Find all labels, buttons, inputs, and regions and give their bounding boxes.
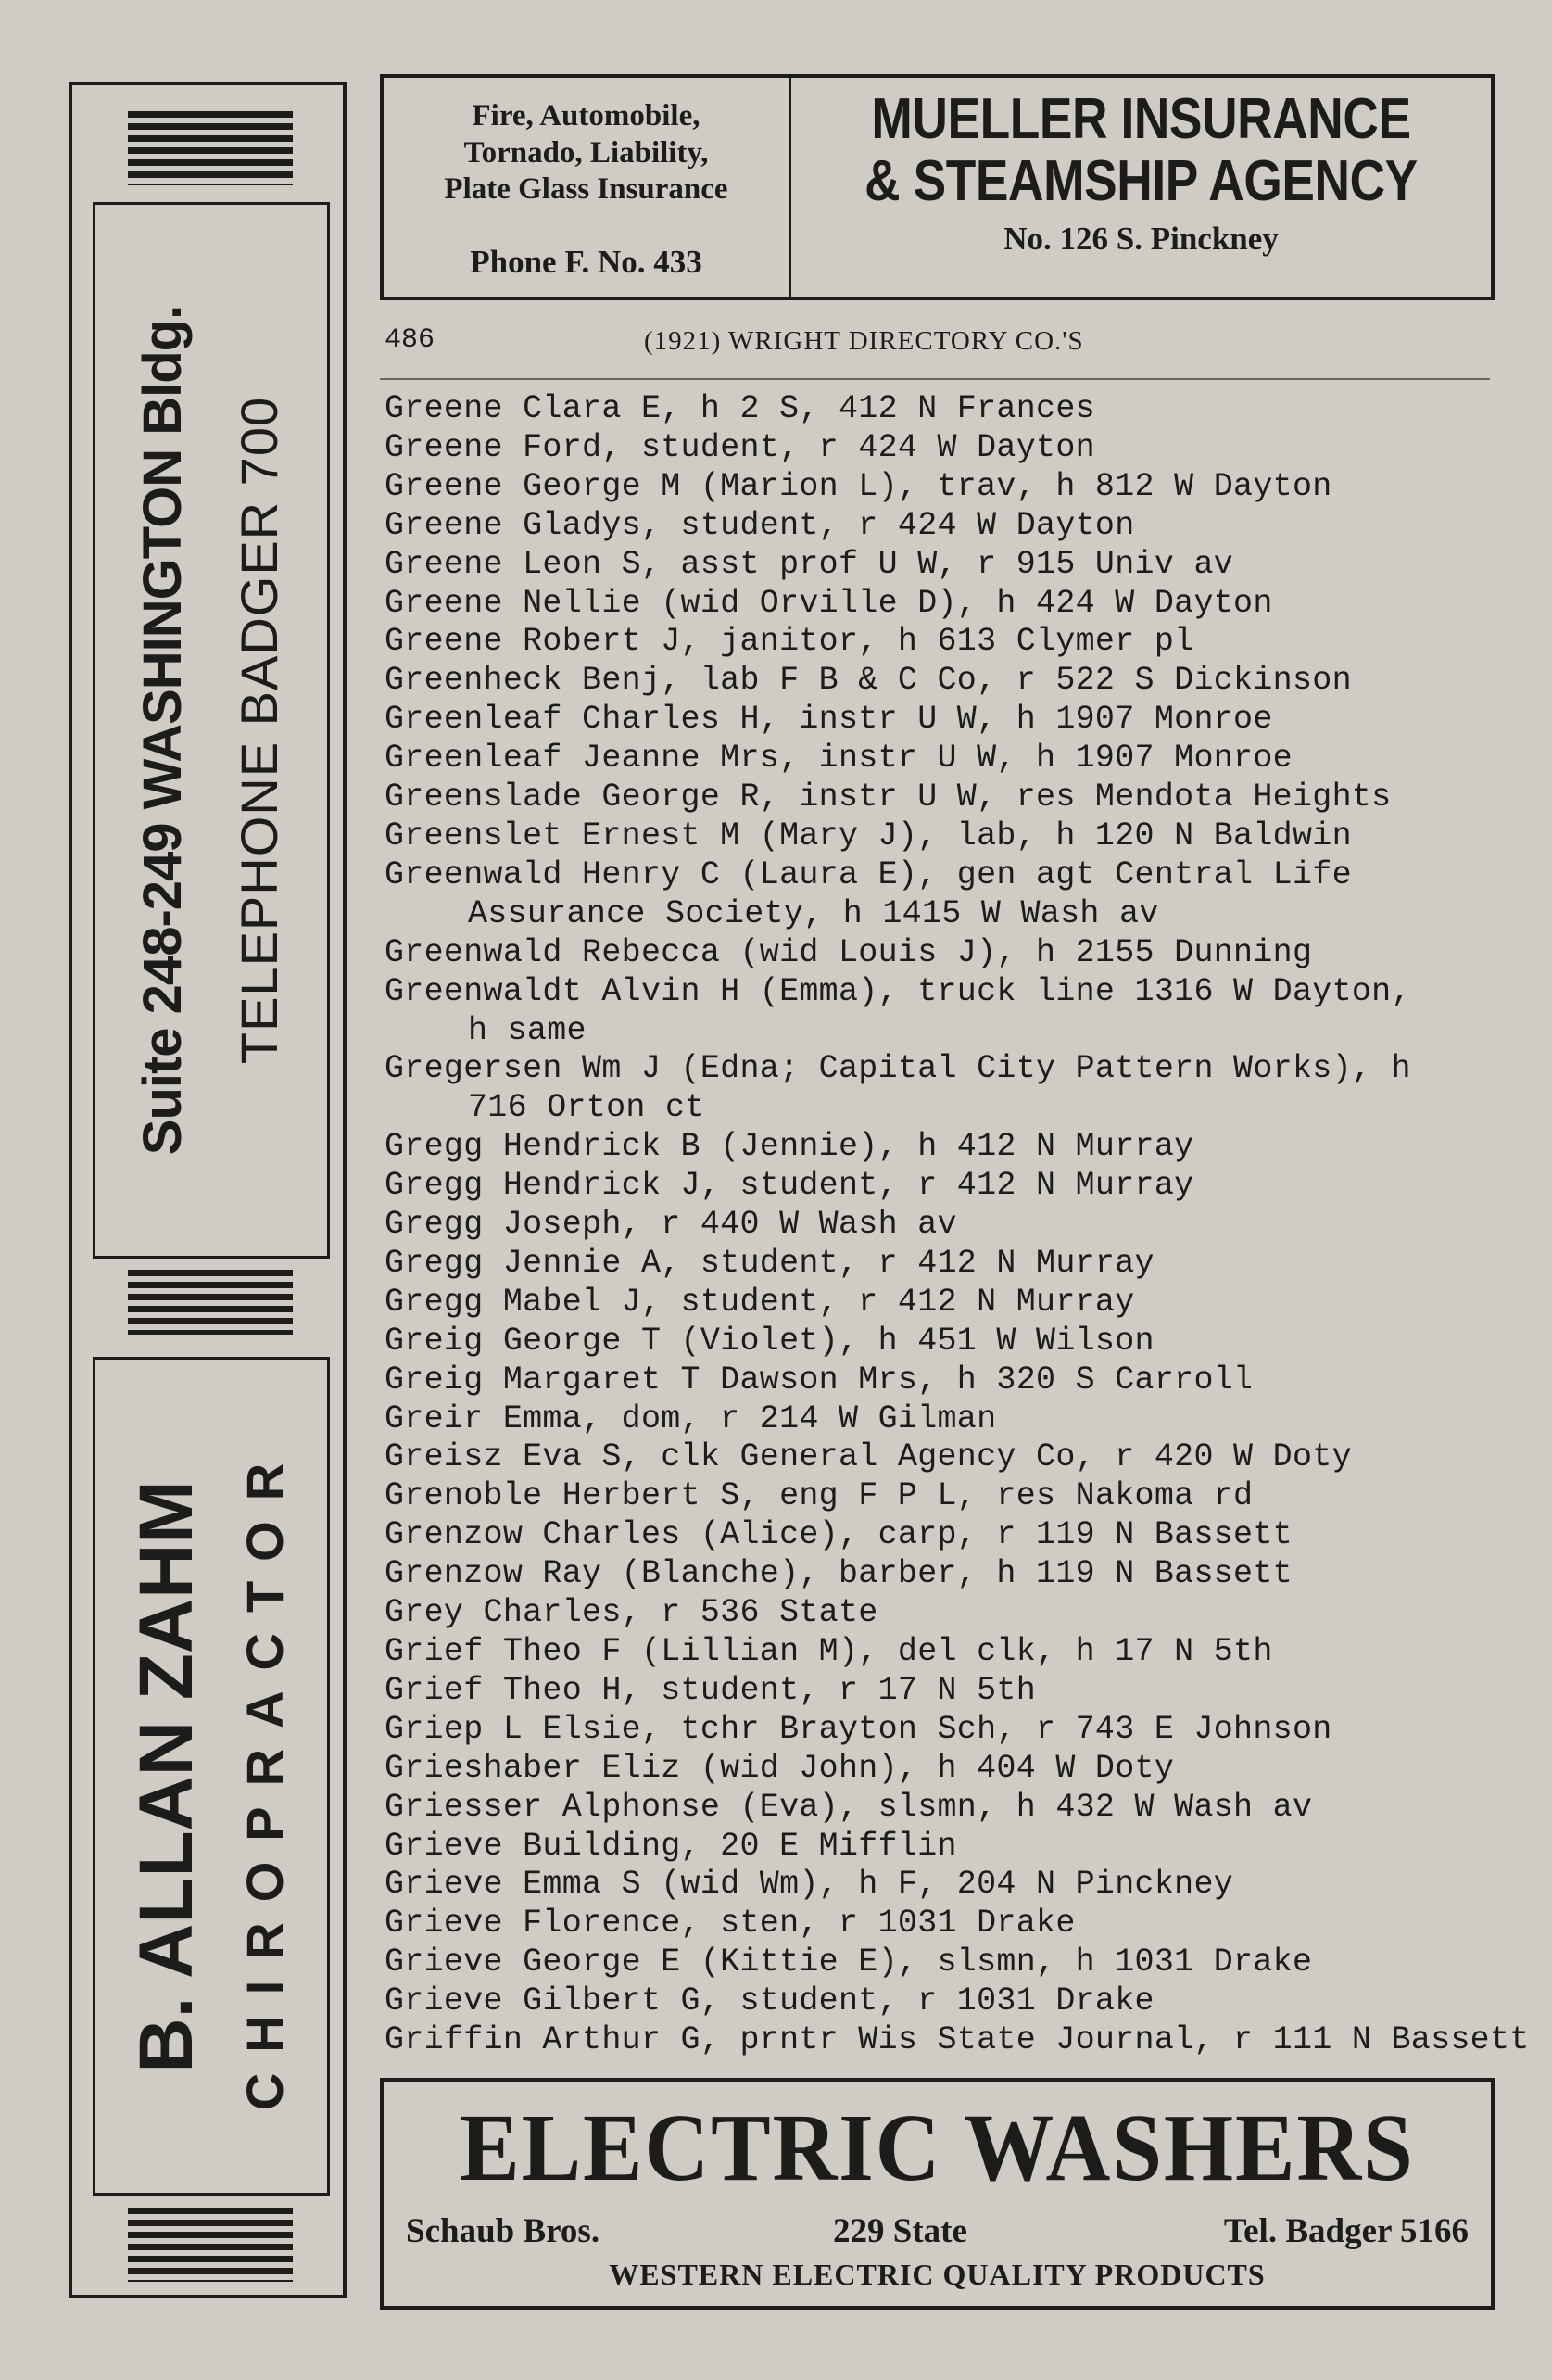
insurance-line-3: Plate Glass Insurance <box>444 172 728 207</box>
chiropractor-title: CHIROPRACTOR <box>235 1442 294 2110</box>
directory-entry: Grieshaber Eliz (wid John), h 404 W Doty <box>385 1749 1175 1787</box>
insurance-phone: Phone F. No. 433 <box>470 244 702 280</box>
directory-entry: Greir Emma, dom, r 214 W Gilman <box>385 1399 997 1437</box>
washers-address: 229 State <box>833 2212 967 2250</box>
directory-entry: Grieve Florence, sten, r 1031 Drake <box>385 1905 1076 1943</box>
directory-entry-continuation: h same <box>468 1011 587 1049</box>
directory-entry: Greene Robert J, janitor, h 613 Clymer pl <box>385 623 1194 661</box>
directory-entry: Grieve Building, 20 E Mifflin <box>385 1827 957 1865</box>
chiropractor-name: B. ALLAN ZAHM <box>124 1479 208 2073</box>
directory-entry: Gregg Mabel J, student, r 412 N Murray <box>385 1283 1135 1321</box>
directory-entry: Grenoble Herbert S, eng F P L, res Nakoma rd <box>385 1477 1254 1515</box>
directory-entry: Greenwaldt Alvin H (Emma), truck line 1316 W Dayton, <box>385 972 1411 1010</box>
directory-entry: Gregg Jennie A, student, r 412 N Murray <box>385 1244 1155 1282</box>
directory-entry: Greenslade George R, instr U W, res Mendota Heights <box>385 779 1392 817</box>
insurance-line-2: Tornado, Liability, <box>463 135 709 170</box>
agency-title-line-2: & STEAMSHIP AGENCY <box>864 148 1418 213</box>
directory-entry: Greene Nellie (wid Orville D), h 424 W Dayton <box>385 584 1273 622</box>
directory-entry: Grenzow Ray (Blanche), barber, h 119 N Bassett <box>385 1555 1293 1593</box>
directory-entry: Greene Gladys, student, r 424 W Dayton <box>385 506 1135 544</box>
suite-address-text: Suite 248-249 WASHINGTON Bldg. <box>132 305 193 1156</box>
directory-entry: Greig Margaret T Dawson Mrs, h 320 S Carroll <box>385 1361 1254 1399</box>
directory-entry: Greenleaf Charles H, instr U W, h 1907 Monroe <box>385 701 1273 739</box>
directory-entry: Grenzow Charles (Alice), carp, r 119 N Bassett <box>385 1516 1293 1554</box>
directory-entry: Gregg Hendrick B (Jennie), h 412 N Murray <box>385 1128 1194 1166</box>
decorative-stripes-middle <box>128 1270 293 1335</box>
directory-entry: Greene Clara E, h 2 S, 412 N Frances <box>385 390 1095 427</box>
directory-entry: Greig George T (Violet), h 451 W Wilson <box>385 1322 1155 1360</box>
directory-entry: Greisz Eva S, clk General Agency Co, r 420 W Doty <box>385 1438 1352 1476</box>
directory-entry: Grief Theo H, student, r 17 N 5th <box>385 1671 1037 1709</box>
side-advertisement <box>69 82 347 2298</box>
decorative-stripes-top <box>128 111 293 185</box>
directory-entry: Greene George M (Marion L), trav, h 812 W Dayton <box>385 467 1332 505</box>
top-advertisement <box>380 74 1495 300</box>
suite-telephone-box <box>93 202 330 1259</box>
directory-entry: Grieve George E (Kittie E), slsmn, h 1031 Drake <box>385 1943 1313 1981</box>
directory-entry-continuation: Assurance Society, h 1415 W Wash av <box>468 894 1159 932</box>
washers-company: Schaub Bros. <box>406 2212 600 2250</box>
directory-entry: Grief Theo F (Lillian M), del clk, h 17 N 5th <box>385 1633 1273 1670</box>
directory-entry: Gregersen Wm J (Edna; Capital City Pattern Works), h <box>385 1050 1411 1088</box>
decorative-stripes-bottom <box>128 2208 293 2282</box>
bottom-advertisement <box>380 2078 1495 2310</box>
directory-entry: Greenleaf Jeanne Mrs, instr U W, h 1907 Monroe <box>385 740 1293 778</box>
directory-entry: Gregg Hendrick J, student, r 412 N Murray <box>385 1167 1194 1205</box>
directory-entry: Grey Charles, r 536 State <box>385 1594 878 1632</box>
directory-entry: Greenheck Benj, lab F B & C Co, r 522 S Dickinson <box>385 662 1352 700</box>
directory-listings <box>385 390 1530 2060</box>
page-number: 486 <box>385 324 435 356</box>
directory-entry-continuation: 716 Orton ct <box>468 1089 705 1127</box>
directory-entry: Greenwald Henry C (Laura E), gen agt Central Life <box>385 855 1352 893</box>
directory-entry: Greene Ford, student, r 424 W Dayton <box>385 428 1095 466</box>
directory-entry: Gregg Joseph, r 440 W Wash av <box>385 1206 957 1244</box>
running-head: (1921) WRIGHT DIRECTORY CO.'S <box>644 326 1084 356</box>
chiropractor-box <box>93 1357 330 2196</box>
header-divider <box>380 378 1490 380</box>
agency-address: No. 126 S. Pinckney <box>1003 220 1279 257</box>
directory-entry: Griep L Elsie, tchr Brayton Sch, r 743 E Johnson <box>385 1710 1332 1748</box>
agency-title-line-1: MUELLER INSURANCE <box>871 87 1411 151</box>
washers-tagline: WESTERN ELECTRIC QUALITY PRODUCTS <box>609 2258 1266 2291</box>
telephone-text: TELEPHONE BADGER 700 <box>230 396 288 1065</box>
directory-entry: Greenslet Ernest M (Mary J), lab, h 120 N Baldwin <box>385 817 1352 855</box>
insurance-line-1: Fire, Automobile, <box>472 99 700 133</box>
directory-entry: Grieve Emma S (wid Wm), h F, 204 N Pinckney <box>385 1866 1234 1904</box>
directory-entry: Grieve Gilbert G, student, r 1031 Drake <box>385 1982 1155 2020</box>
insurance-types-column <box>384 78 791 297</box>
directory-entry: Greenwald Rebecca (wid Louis J), h 2155 Dunning <box>385 933 1313 971</box>
directory-entry: Greene Leon S, asst prof U W, r 915 Univ av <box>385 545 1234 583</box>
washers-phone: Tel. Badger 5166 <box>1223 2212 1469 2250</box>
agency-column <box>791 78 1491 297</box>
directory-entry: Griffin Arthur G, prntr Wis State Journal, r 111 N Bassett <box>385 2021 1530 2059</box>
washers-headline: ELECTRIC WASHERS <box>460 2095 1415 2201</box>
directory-entry: Griesser Alphonse (Eva), slsmn, h 432 W Wash av <box>385 1788 1313 1826</box>
